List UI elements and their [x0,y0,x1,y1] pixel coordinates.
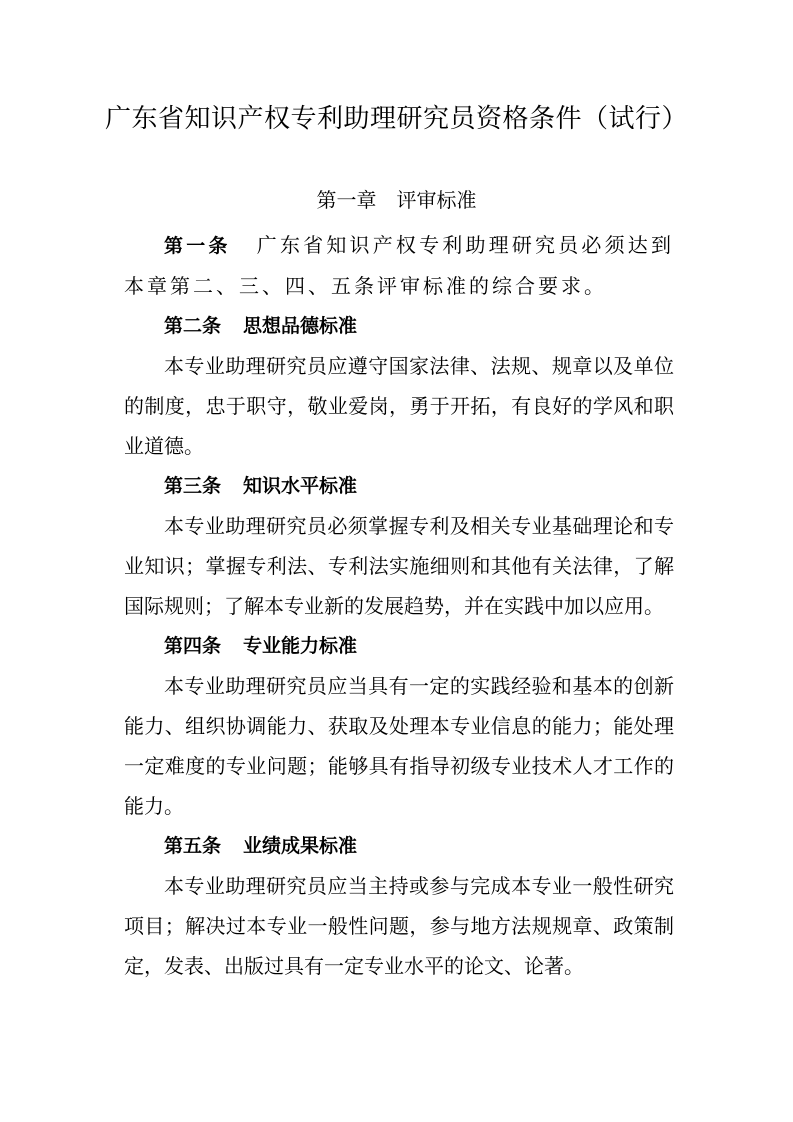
article-2-title: 思想品德标准 [243,315,358,337]
article-3-heading [124,466,674,506]
document-title: 广东省知识产权专利助理研究员资格条件（试行） [104,104,688,134]
article-3-number: 第三条 [164,475,222,497]
chapter-number: 第一章 [316,188,377,212]
document-body [124,225,674,986]
article-3-title: 知识水平标准 [243,475,358,497]
article-4-heading [124,626,674,666]
article-1-number: 第一条 [164,235,231,257]
article-1-text: 广东省知识产权专利助理研究员必须达到本章第二、三、四、五条评审标准的综合要求。 [124,233,674,298]
article-3-text: 本专业助理研究员必须掌握专利及相关专业基础理论和专业知识；掌握专利法、专利法实施细则和其他有关法律，了解国际规则；了解本专业新的发展趋势，并在实践中加以应用。 [124,514,674,618]
article-1 [124,225,674,306]
article-5-text: 本专业助理研究员应当主持或参与完成本专业一般性研究项目；解决过本专业一般性问题，参与地方法规规章、政策制定，发表、出版过具有一定专业水平的论文、论著。 [124,874,674,978]
article-5-number: 第五条 [164,835,222,857]
article-5-title: 业绩成果标准 [243,835,358,857]
article-4-title: 专业能力标准 [243,635,358,657]
article-2-number: 第二条 [164,315,222,337]
article-4-text: 本专业助理研究员应当具有一定的实践经验和基本的创新能力、组织协调能力、获取及处理本专业信息的能力；能处理一定难度的专业问题；能够具有指导初级专业技术人才工作的能力。 [124,674,674,818]
article-2-heading [124,306,674,346]
article-4-number: 第四条 [164,635,222,657]
article-5-heading [124,826,674,866]
article-2-text: 本专业助理研究员应遵守国家法律、法规、规章以及单位的制度，忠于职守，敬业爱岗，勇于开拓，有良好的学风和职业道德。 [124,354,674,458]
chapter-heading [0,184,793,216]
chapter-title: 评审标准 [396,188,477,212]
